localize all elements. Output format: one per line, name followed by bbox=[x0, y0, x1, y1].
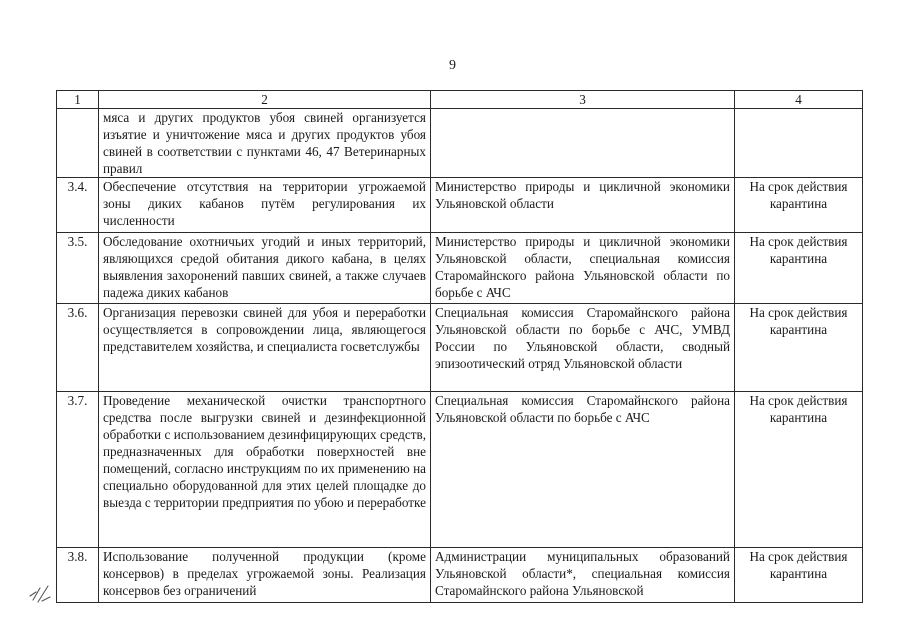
row-action: мяса и других продуктов убоя свиней организуется изъятие и уничтожение мяса и других продуктов убоя свиней в соответствии с пунктами 46, 47 Ветеринарных правил bbox=[99, 109, 431, 178]
row-action: Организация перевозки свиней для убоя и переработки осуществляется в сопровождении лица, являющегося представителем хозяйства, и специалиста госветслужбы bbox=[99, 304, 431, 392]
row-term bbox=[735, 109, 863, 178]
row-responsible: Специальная комиссия Старомайнского района Ульяновской области по борьбе с АЧС, УМВД России по Ульяновской области, сводный эпизоотический отряд Ульяновской области bbox=[431, 304, 735, 392]
row-number: 3.4. bbox=[57, 178, 99, 233]
row-responsible: Администрации муниципальных образований Ульяновской области*, специальная комиссия Старомайнского района Ульяновской bbox=[431, 548, 735, 603]
row-action: Проведение механической очистки транспортного средства после выгрузки свиней и дезинфекционной обработки с использованием дезинфицирующих средств, предназначенных для обработки поверхностей вне помещений, согласно инструкциям по их применению на специально оборудованной для этих целей площадке до выезда с территории предприятия по убою и переработке bbox=[99, 392, 431, 548]
row-action: Обеспечение отсутствия на территории угрожаемой зоны диких кабанов путём регулирования их численности bbox=[99, 178, 431, 233]
table-row bbox=[57, 304, 863, 392]
column-header: 3 bbox=[431, 91, 735, 109]
column-header: 4 bbox=[735, 91, 863, 109]
row-responsible: Министерство природы и цикличной экономики Ульяновской области bbox=[431, 178, 735, 233]
row-number: 3.6. bbox=[57, 304, 99, 392]
row-number: 3.8. bbox=[57, 548, 99, 603]
row-responsible bbox=[431, 109, 735, 178]
row-term: На срок действия карантина bbox=[735, 178, 863, 233]
table-row bbox=[57, 178, 863, 233]
column-header: 2 bbox=[99, 91, 431, 109]
row-term: На срок действия карантина bbox=[735, 392, 863, 548]
row-term: На срок действия карантина bbox=[735, 304, 863, 392]
handwritten-mark-icon bbox=[28, 582, 52, 604]
row-action: Обследование охотничьих угодий и иных территорий, являющихся средой обитания дикого кабана, в целях выявления захоронений павших свиней, а также случаев падежа диких кабанов bbox=[99, 233, 431, 304]
table-row bbox=[57, 392, 863, 548]
row-responsible: Министерство природы и цикличной экономики Ульяновской области, специальная комиссия Старомайнского района Ульяновской области по борьбе с АЧС bbox=[431, 233, 735, 304]
row-responsible: Специальная комиссия Старомайнского района Ульяновской области по борьбе с АЧС bbox=[431, 392, 735, 548]
page-number: 9 bbox=[449, 58, 456, 73]
table-row bbox=[57, 233, 863, 304]
row-number: 3.7. bbox=[57, 392, 99, 548]
column-header: 1 bbox=[57, 91, 99, 109]
row-number bbox=[57, 109, 99, 178]
row-term: На срок действия карантина bbox=[735, 233, 863, 304]
table-row bbox=[57, 548, 863, 603]
row-number: 3.5. bbox=[57, 233, 99, 304]
table-row bbox=[57, 109, 863, 178]
measures-table bbox=[56, 90, 863, 603]
row-action: Использование полученной продукции (кроме консервов) в пределах угрожаемой зоны. Реализация консервов без ограничений bbox=[99, 548, 431, 603]
row-term: На срок действия карантина bbox=[735, 548, 863, 603]
table-header-row bbox=[57, 91, 863, 109]
